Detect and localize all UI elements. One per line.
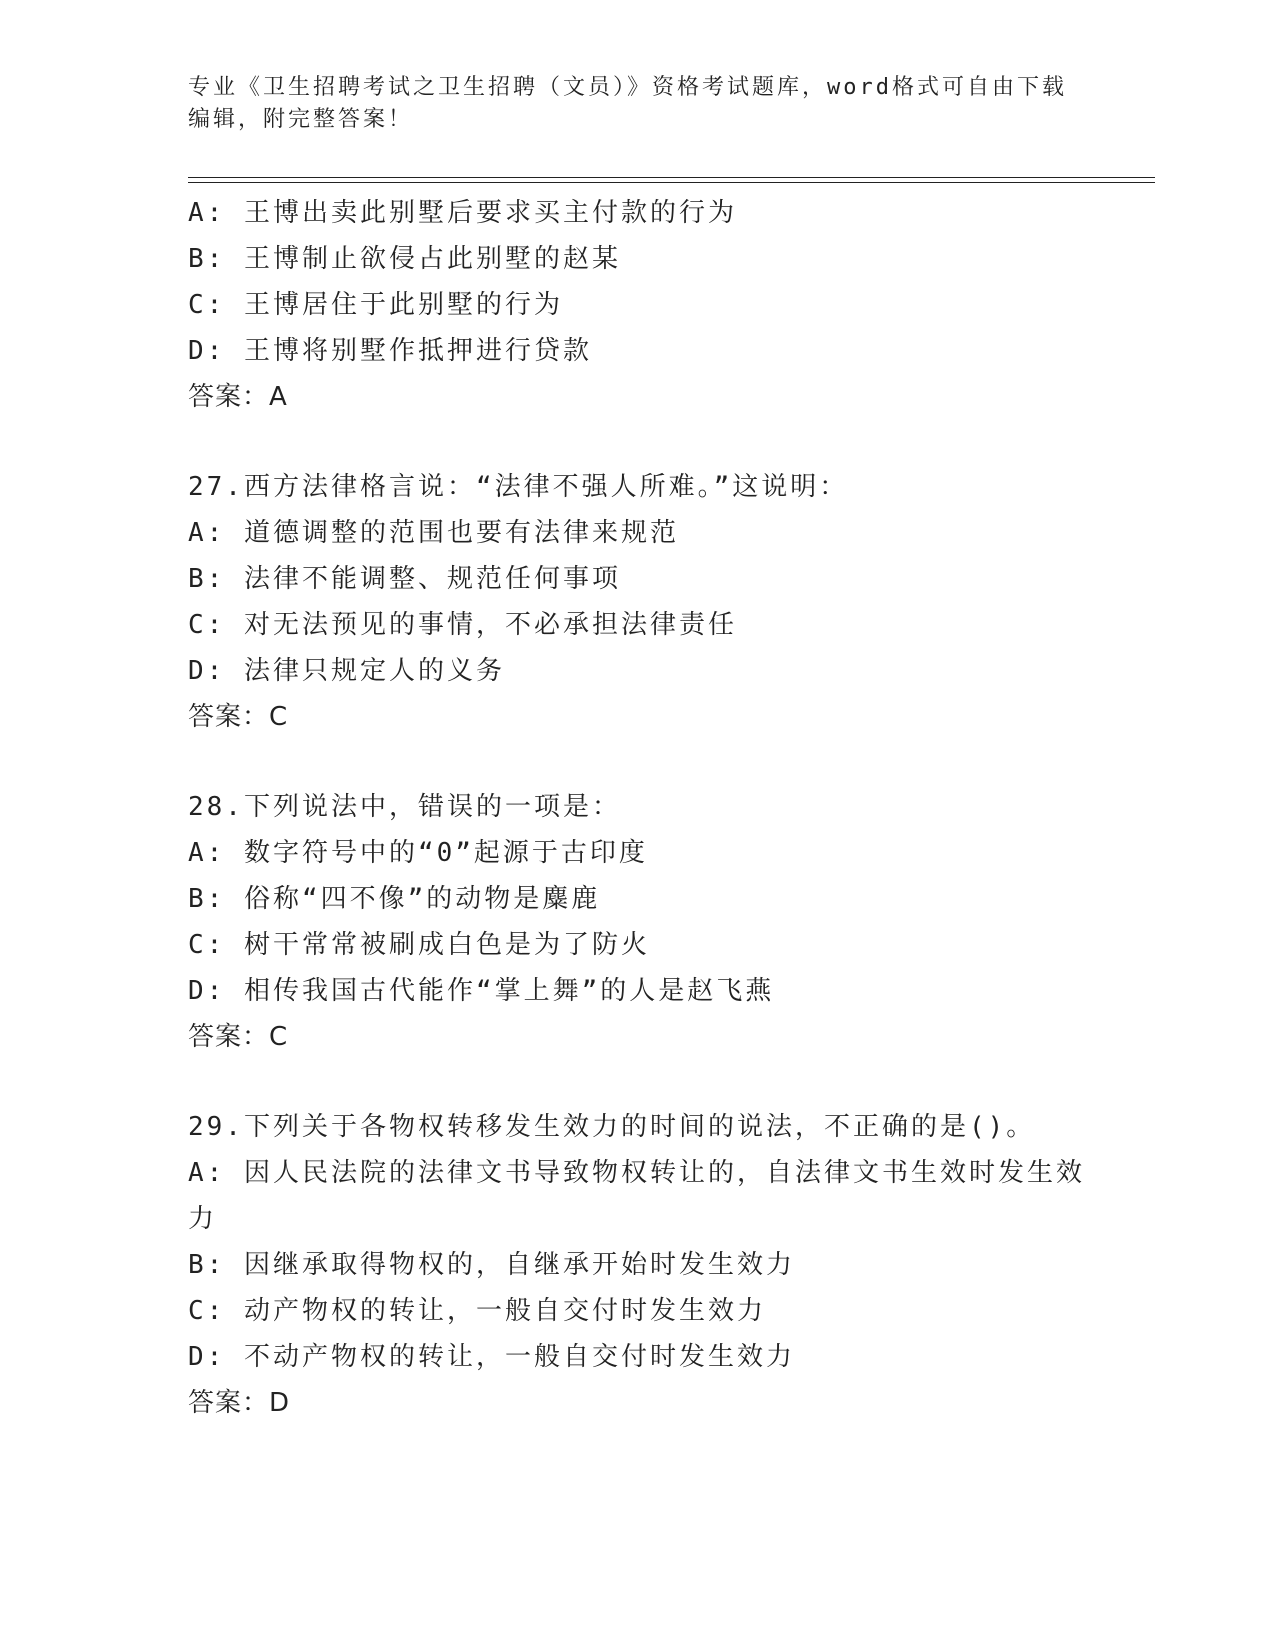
- question-text: 29.下列关于各物权转移发生效力的时间的说法，不正确的是()。: [188, 1112, 1036, 1142]
- question-list: [188, 190, 1088, 1426]
- header-rule-bottom: [188, 182, 1155, 183]
- option-b: B: 法律不能调整、规范任何事项: [188, 564, 621, 594]
- question-26: [188, 190, 1088, 420]
- question-text: 27.西方法律格言说：“法律不强人所难。”这说明：: [188, 472, 849, 502]
- answer: 答案：C: [188, 702, 289, 732]
- option-d: D: 相传我国古代能作“掌上舞”的人是赵飞燕: [188, 976, 775, 1006]
- option-a: A: 王博出卖此别墅后要求买主付款的行为: [188, 198, 737, 228]
- document-header: 专业《卫生招聘考试之卫生招聘（文员）》资格考试题库，word格式可自由下载编辑，附完整答案！: [188, 75, 1067, 132]
- option-a: A: 道德调整的范围也要有法律来规范: [188, 518, 679, 548]
- answer: 答案：C: [188, 1022, 289, 1052]
- option-b: B: 因继承取得物权的，自继承开始时发生效力: [188, 1250, 795, 1280]
- question-29: [188, 1104, 1088, 1426]
- option-c: C: 王博居住于此别墅的行为: [188, 290, 563, 320]
- option-c: C: 动产物权的转让，一般自交付时发生效力: [188, 1296, 766, 1326]
- spacer: [188, 420, 1088, 464]
- answer: 答案：A: [188, 382, 288, 412]
- question-text: 28.下列说法中，错误的一项是：: [188, 792, 621, 822]
- option-a: A: 因人民法院的法律文书导致物权转让的，自法律文书生效时发生效力: [188, 1158, 1085, 1234]
- option-d: D: 王博将别墅作抵押进行贷款: [188, 336, 592, 366]
- option-d: D: 不动产物权的转让，一般自交付时发生效力: [188, 1342, 795, 1372]
- header-rule-top: [188, 177, 1155, 178]
- answer: 答案：D: [188, 1388, 291, 1418]
- spacer: [188, 740, 1088, 784]
- option-c: C: 树干常常被刷成白色是为了防火: [188, 930, 650, 960]
- option-b: B: 俗称“四不像”的动物是麋鹿: [188, 884, 601, 914]
- question-28: [188, 784, 1088, 1060]
- option-b: B: 王博制止欲侵占此别墅的赵某: [188, 244, 621, 274]
- question-27: [188, 464, 1088, 740]
- option-c: C: 对无法预见的事情，不必承担法律责任: [188, 610, 737, 640]
- option-a: A: 数字符号中的“0”起源于古印度: [188, 838, 648, 868]
- option-d: D: 法律只规定人的义务: [188, 656, 505, 686]
- spacer: [188, 1060, 1088, 1104]
